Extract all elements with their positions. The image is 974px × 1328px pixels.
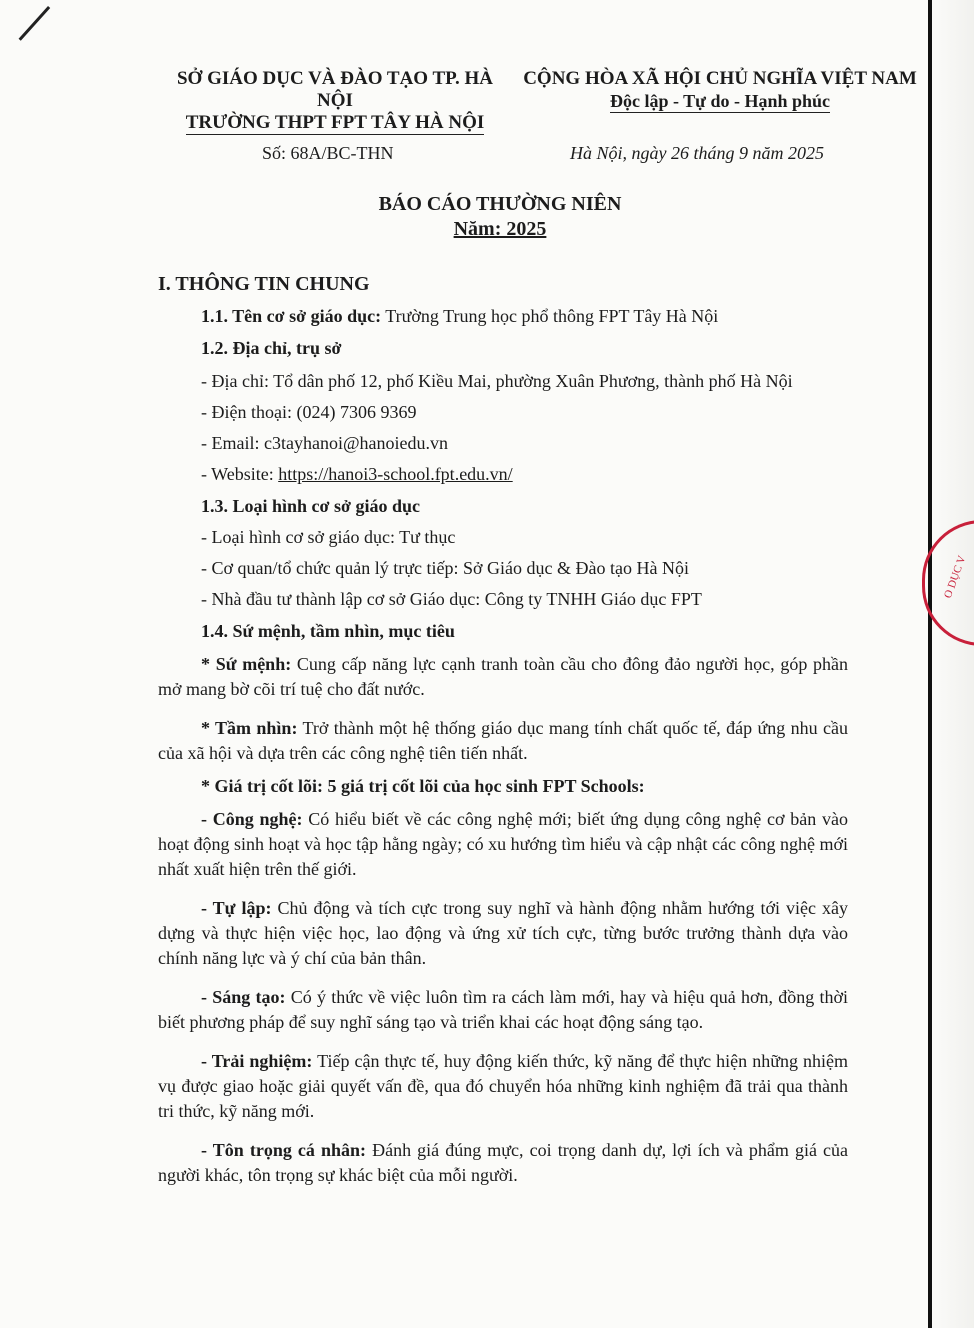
authority-line: - Cơ quan/tổ chức quản lý trực tiếp: Sở Giáo dục & Đào tạo Hà Nội [201, 558, 689, 578]
value-label: - Tôn trọng cá nhân: [201, 1140, 367, 1160]
value-independence [158, 896, 848, 971]
pen-mark [19, 6, 51, 41]
value-text: Có ý thức về việc luôn tìm ra cách làm mới, hay và hiệu quả hơn, đồng thời biết phương pháp để suy nghĩ sáng tạo và triển khai các hoạt động sáng tạo. [158, 987, 848, 1032]
document-date: Hà Nội, ngày 26 tháng 9 năm 2025 [570, 143, 824, 163]
stamp-text: O DỤC V [941, 554, 969, 600]
vision-paragraph [158, 716, 848, 766]
mission-text: Cung cấp năng lực cạnh tranh toàn cầu cho đông đảo người học, góp phần mở mang bờ cõi trí tuệ cho đất nước. [158, 654, 848, 699]
value-respect [158, 1138, 848, 1188]
value-technology [158, 807, 848, 882]
document-title: BÁO CÁO THƯỜNG NIÊN [378, 193, 622, 215]
school-name-label: 1.1. Tên cơ sở giáo dục: [201, 306, 382, 326]
report-year: Năm: 2025 [453, 218, 547, 240]
school-name-row [158, 304, 848, 329]
school-name-value: Trường Trung học phổ thông FPT Tây Hà Nội [381, 306, 719, 326]
value-creativity [158, 985, 848, 1035]
school-name-line: TRƯỜNG THPT FPT TÂY HÀ NỘI [185, 112, 485, 133]
country-line: CỘNG HÒA XÃ HỘI CHỦ NGHĨA VIỆT NAM [523, 68, 917, 89]
document-body [158, 272, 848, 1188]
website-link[interactable]: https://hanoi3-school.fpt.edu.vn/ [278, 464, 513, 484]
investor-line: - Nhà đầu tư thành lập cơ sở Giáo dục: Công ty TNHH Giáo dục FPT [201, 589, 702, 609]
agency-line: SỞ GIÁO DỤC VÀ ĐÀO TẠO TP. HÀ NỘI [176, 68, 494, 111]
value-label: - Trải nghiệm: [201, 1051, 313, 1071]
website-row [158, 462, 848, 487]
phone-line: - Điện thoại: (024) 7306 9369 [201, 402, 417, 422]
website-label: - Website: [201, 464, 279, 484]
value-text: Đánh giá đúng mực, coi trọng danh dự, lợi ích và phẩm giá của người khác, tôn trọng sự khác biệt của mỗi người. [158, 1140, 848, 1185]
value-text: Tiếp cận thực tế, huy động kiến thức, kỹ năng để thực hiện những nhiệm vụ được giao hoặc giải quyết vấn đề, qua đó chuyển hóa những kinh nghiệm đã trải qua thành tri thức, kỹ năng mới. [158, 1051, 848, 1121]
mission-label: * Sứ mệnh: [201, 654, 292, 674]
vision-label: * Tầm nhìn: [201, 718, 298, 738]
document-number: Số: 68A/BC-THN [262, 143, 394, 163]
value-experience [158, 1049, 848, 1124]
value-label: - Công nghệ: [201, 809, 303, 829]
core-values-heading: * Giá trị cốt lõi: 5 giá trị cốt lõi của học sinh FPT Schools: [201, 776, 645, 796]
mission-paragraph [158, 652, 848, 702]
motto-line: Độc lập - Tự do - Hạnh phúc [609, 91, 831, 111]
national-header [520, 68, 920, 112]
mission-heading: 1.4. Sứ mệnh, tầm nhìn, mục tiêu [201, 621, 455, 641]
type-line: - Loại hình cơ sở giáo dục: Tư thục [201, 527, 456, 547]
email-line: - Email: c3tayhanoi@hanoiedu.vn [201, 433, 449, 453]
address-line: - Địa chỉ: Tổ dân phố 12, phố Kiều Mai, phường Xuân Phương, thành phố Hà Nội [201, 371, 793, 391]
issuing-agency-header [160, 68, 510, 134]
section-heading-general-info: I. THÔNG TIN CHUNG [158, 273, 370, 295]
value-label: - Sáng tạo: [201, 987, 286, 1007]
vision-text: Trở thành một hệ thống giáo dục mang tính chất quốc tế, đáp ứng nhu cầu của xã hội và dựa trên các công nghệ tiên tiến nhất. [158, 718, 848, 763]
value-label: - Tự lập: [201, 898, 272, 918]
value-text: Chủ động và tích cực trong suy nghĩ và hành động nhằm hướng tới việc xây dựng và thực hiện việc học, lao động và ứng xử tích cực, từng bước trưởng thành dựa vào chính năng lực và ý chí của bản thân. [158, 898, 848, 968]
type-heading: 1.3. Loại hình cơ sở giáo dục [201, 496, 420, 516]
address-heading: 1.2. Địa chỉ, trụ sở [201, 338, 342, 358]
value-text: Có hiểu biết về các công nghệ mới; biết ứng dụng công nghệ cơ bản vào hoạt động sinh hoạt và học tập hằng ngày; có xu hướng tìm hiểu và cập nhật các công nghệ mới nhất xuất hiện trên thế giới. [158, 809, 849, 879]
